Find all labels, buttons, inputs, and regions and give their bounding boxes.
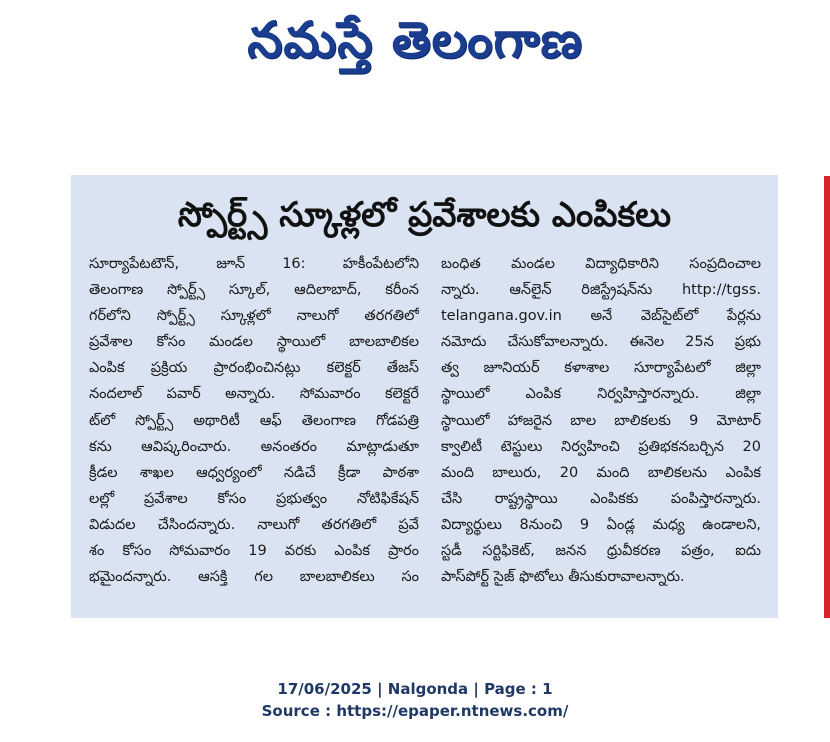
body-line: telangana.gov.in అనే వెబ్‌సైట్‌లో పేర్లను <box>441 308 761 325</box>
body-line: తెలంగాణ స్పోర్ట్స్ స్కూల్, ఆదిలాబాద్, కరీంన <box>89 282 419 299</box>
body-line: కను ఆవిష్కరించారు. అనంతరం మాట్లాడుతూ <box>89 438 419 455</box>
body-line: క్వాలిటీ టెస్టులు నిర్వహించి ప్రతిభకనబర్చిన 20 <box>441 438 761 455</box>
body-line: గర్‌లోని స్పోర్ట్స్ స్కూళ్లలో నాలుగో తరగతిలో <box>89 308 419 325</box>
body-line: నందలాల్ పవార్ అన్నారు. సోమవారం కలెక్టరే <box>89 386 419 403</box>
article-column-right <box>441 251 761 590</box>
body-line: నమోదు చేసుకోవాలన్నారు. ఈనెల 25న ప్రభు <box>441 334 761 351</box>
body-line: విడుదల చేసిందన్నారు. నాలుగో తరగతిలో ప్రవే <box>89 516 419 533</box>
body-line: భమైందన్నారు. ఆసక్తి గల బాలబాలికలు సం <box>89 569 419 586</box>
body-line: సూర్యాపేటటౌన్, జూన్ 16: హకీంపేటలోని <box>89 256 419 272</box>
article-clipping <box>71 175 778 618</box>
body-line: పాస్‌పోర్ట్ సైజ్ ఫొటోలు తీసుకురావాలన్నారు. <box>441 569 685 586</box>
body-line: విద్యార్థులు 8నుంచి 9 ఏండ్ల మధ్య ఉండాలని, <box>441 516 761 533</box>
body-line: క్రీడల శాఖల ఆధ్వర్యంలో నడిచే క్రీడా పాఠశా <box>89 464 419 481</box>
source-info: Source : https://epaper.ntnews.com/ <box>261 702 569 720</box>
body-line: త్వ జూనియర్ కళాశాల సూర్యాపేటలో జిల్లా <box>441 360 761 377</box>
body-line: స్థాయిలో ఎంపిక నిర్వహిస్తారన్నారు. జిల్లా <box>441 386 761 403</box>
body-line: స్టడీ సర్టిఫికెట్, జనన ధ్రువీకరణ పత్రం, ఐదు <box>441 543 761 560</box>
edition-info: 17/06/2025 | Nalgonda | Page : 1 <box>277 680 553 698</box>
body-line: ఎంపిక ప్రక్రియ ప్రారంభించినట్లు కలెక్టర్ తేజస్ <box>89 360 419 377</box>
body-line: న్నారు. ఆన్‌లైన్ రిజిస్ట్రేషన్‌ను http://tgss. <box>441 282 761 299</box>
body-line: స్థాయిలో హాజరైన బాల బాలికలకు 9 మోటార్ <box>441 412 761 429</box>
article-column-left <box>89 251 419 590</box>
adjacent-article-edge <box>824 176 830 618</box>
body-line: శం కోసం సోమవారం 19 వరకు ఎంపిక ప్రారం <box>89 543 419 560</box>
body-line: ప్రవేశాల కోసం మండల స్థాయిలో బాలబాలికల <box>89 334 419 351</box>
body-line: మంది బాలురు, 20 మంది బాలికలను ఎంపిక <box>441 464 761 481</box>
body-line: బంధిత మండల విద్యాధికారిని సంప్రదించాల <box>441 256 761 272</box>
masthead-logo: నమస్తే తెలంగాణ <box>247 11 583 69</box>
body-line: చేసి రాష్ట్రస్థాయి ఎంపికకు పంపిస్తారన్నారు. <box>441 490 761 507</box>
body-line: లల్లో ప్రవేశాల కోసం ప్రభుత్వం నోటిఫికేషన్ <box>89 490 419 507</box>
body-line: ట్‌లో స్పోర్ట్స్ అథారిటీ ఆఫ్ తెలంగాణ గోడపత్రి <box>89 412 419 429</box>
article-headline: స్పోర్ట్స్ స్కూళ్లలో ప్రవేశాలకు ఎంపికలు <box>177 195 672 235</box>
